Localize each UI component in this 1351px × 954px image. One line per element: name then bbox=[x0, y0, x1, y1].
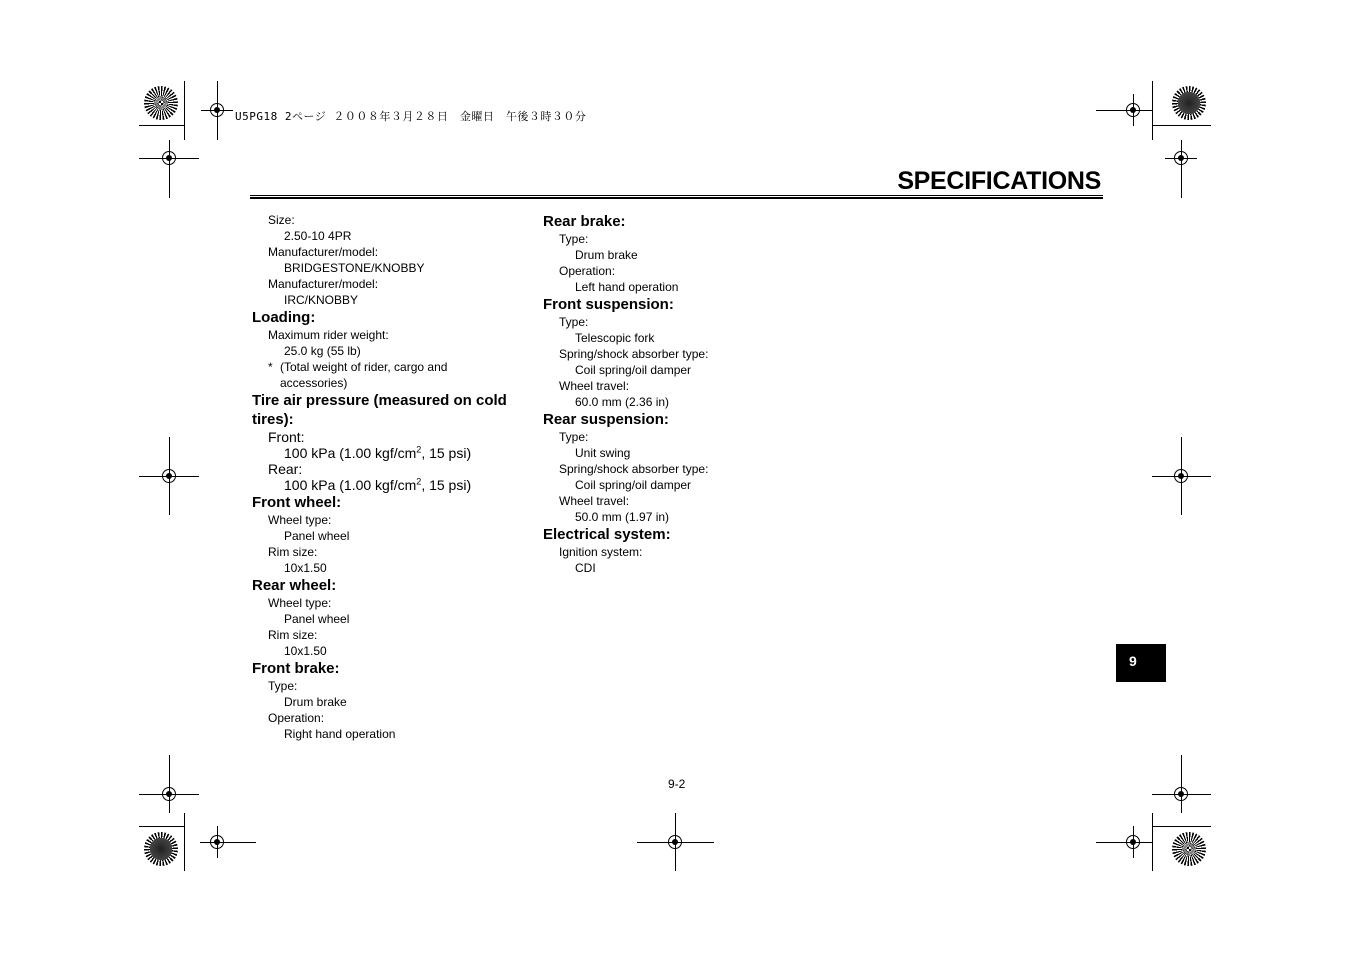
spec-column-left bbox=[252, 212, 532, 742]
spec-value: Telescopic fork bbox=[575, 331, 655, 345]
page-title: SPECIFICATIONS bbox=[897, 167, 1101, 195]
spec-label: Wheel travel: bbox=[559, 379, 630, 393]
spec-column-right bbox=[543, 212, 823, 576]
chapter-tab: 9 bbox=[1116, 644, 1166, 682]
spec-value: CDI bbox=[575, 561, 596, 575]
title-rule-thin bbox=[250, 195, 1103, 196]
spec-label: Maximum rider weight: bbox=[268, 328, 389, 342]
section-heading: Electrical system: bbox=[543, 526, 671, 543]
title-rule-thick bbox=[250, 197, 1103, 199]
section-heading: Rear wheel: bbox=[252, 577, 337, 594]
spec-value: Coil spring/oil damper bbox=[575, 363, 692, 377]
spec-label: Rim size: bbox=[268, 628, 318, 642]
spec-value: Drum brake bbox=[284, 695, 347, 709]
spec-value: Panel wheel bbox=[284, 529, 350, 543]
spec-label: Manufacturer/model: bbox=[268, 277, 379, 291]
print-header-note: U5PG18 2ページ ２００８年３月２８日 金曜日 午後３時３０分 bbox=[235, 110, 587, 123]
section-heading: Rear brake: bbox=[543, 213, 626, 230]
spec-value: 10x1.50 bbox=[284, 644, 327, 658]
spec-label: Spring/shock absorber type: bbox=[559, 347, 709, 361]
spec-label: Rim size: bbox=[268, 545, 318, 559]
section-heading: Front wheel: bbox=[252, 494, 342, 511]
spec-label: Rear: bbox=[268, 461, 303, 477]
spec-label: Wheel travel: bbox=[559, 494, 630, 508]
spec-value: Coil spring/oil damper bbox=[575, 478, 692, 492]
spec-label: Operation: bbox=[268, 711, 325, 725]
footnote-text: (Total weight of rider, cargo and accessories) bbox=[280, 360, 448, 390]
registration-star-icon bbox=[144, 832, 178, 866]
spec-label: Type: bbox=[268, 679, 298, 693]
spec-label: Wheel type: bbox=[268, 596, 332, 610]
spec-value: BRIDGESTONE/KNOBBY bbox=[284, 261, 425, 275]
spec-value: 60.0 mm (2.36 in) bbox=[575, 395, 670, 409]
footnote-mark: * bbox=[268, 360, 273, 374]
spec-value: Right hand operation bbox=[284, 727, 396, 741]
spec-value: Left hand operation bbox=[575, 280, 679, 294]
registration-star-icon bbox=[144, 86, 178, 120]
spec-label: Operation: bbox=[559, 264, 616, 278]
page-number: 9-2 bbox=[668, 777, 686, 791]
spec-label: Type: bbox=[559, 232, 589, 246]
section-heading: Tire air pressure (measured on cold tires): bbox=[252, 392, 507, 428]
spec-value: Drum brake bbox=[575, 248, 638, 262]
section-heading: Front brake: bbox=[252, 660, 340, 677]
spec-value: IRC/KNOBBY bbox=[284, 293, 359, 307]
spec-value: Panel wheel bbox=[284, 612, 350, 626]
spec-label: Wheel type: bbox=[268, 513, 332, 527]
spec-value: 25.0 kg (55 lb) bbox=[284, 344, 361, 358]
registration-star-icon bbox=[1172, 832, 1206, 866]
section-heading: Loading: bbox=[252, 309, 316, 326]
footnote bbox=[252, 359, 532, 391]
spec-value: 50.0 mm (1.97 in) bbox=[575, 510, 670, 524]
spec-value: 10x1.50 bbox=[284, 561, 327, 575]
spec-label: Manufacturer/model: bbox=[268, 245, 379, 259]
spec-label: Front: bbox=[268, 429, 305, 445]
spec-value: 100 kPa (1.00 kgf/$cm^2$, 15 psi) bbox=[284, 444, 472, 461]
spec-label: Ignition system: bbox=[559, 545, 643, 559]
section-heading: Front suspension: bbox=[543, 296, 674, 313]
spec-value: 100 kPa (1.00 kgf/$cm^2$, 15 psi) bbox=[284, 476, 472, 493]
spec-value: Unit swing bbox=[575, 446, 631, 460]
registration-star-icon bbox=[1172, 86, 1206, 120]
spec-label: Type: bbox=[559, 430, 589, 444]
spec-label: Type: bbox=[559, 315, 589, 329]
section-heading: Rear suspension: bbox=[543, 411, 669, 428]
spec-label: Spring/shock absorber type: bbox=[559, 462, 709, 476]
spec-value: 2.50-10 4PR bbox=[284, 229, 352, 243]
spec-label: Size: bbox=[268, 213, 295, 227]
